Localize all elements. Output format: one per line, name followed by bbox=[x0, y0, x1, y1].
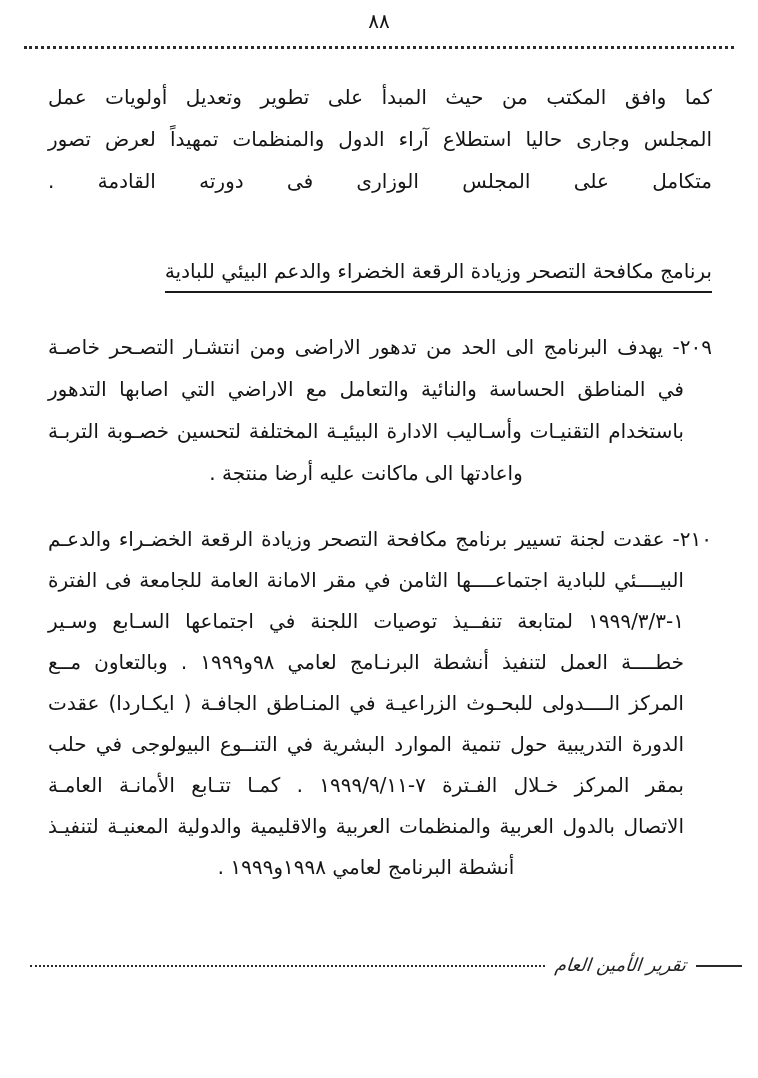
paragraph-intro bbox=[48, 76, 712, 202]
text-line: المجلس وجارى حاليا استطلاع آراء الدول والمنظمات تمهيداً لعرض تصور bbox=[48, 127, 712, 151]
text-line: الاتصال بالدول العربية والمنظمات العربية والاقليمية والدولية المعنيـة لتنفيـذ bbox=[48, 814, 684, 838]
section-heading: برنامج مكافحة التصحر وزيادة الرقعة الخضراء والدعم البيئي للبادية bbox=[165, 258, 712, 293]
text-line: أنشطة البرنامج لعامي ١٩٩٨و١٩٩٩ . bbox=[217, 855, 515, 879]
top-divider-rule bbox=[24, 46, 734, 49]
secretary-general-report-signature: تقرير الأمين العام bbox=[553, 955, 688, 976]
text-line: خطــــة العمل لتنفيذ أنشطة البرنـامج لعامي ٩٨و١٩٩٩ . وبالتعاون مــع bbox=[48, 650, 684, 674]
text-line: المركز الــــدولى للبحـوث الزراعيـة في المنـاطق الجافـة ( ايكـاردا) عقدت bbox=[48, 691, 684, 715]
text-line: باستخدام التقنيـات وأسـاليب الادارة البيئيـة المختلفة لتحسين خصـوبة التربـة bbox=[48, 419, 684, 443]
text-line: ٢٠٩- يهدف البرنامج الى الحد من تدهور الاراضى ومن انتشـار التصـحر خاصـة bbox=[48, 335, 712, 359]
footer-dash-right bbox=[696, 965, 742, 967]
page-footer bbox=[0, 955, 758, 976]
text-line: في المناطق الحساسة والنائية والتعامل مع الاراضي التي اصابها التدهور bbox=[48, 377, 684, 401]
text-line: بمقر المركز خـلال الفـترة ٧-١٩٩٩/٩/١١ . كمـا تتـابع الأمانـة العامـة bbox=[48, 773, 684, 797]
document-body bbox=[0, 76, 758, 888]
text-line: كما وافق المكتب من حيث المبدأ على تطوير وتعديل أولويات عمل bbox=[48, 85, 712, 109]
paragraph-210 bbox=[48, 519, 712, 888]
text-line: متكامل على المجلس الوزارى فى دورته القادمة . bbox=[48, 169, 712, 193]
text-line: الدورة التدريبية حول تنمية الموارد البشرية في التنــوع البيولوجى في حلب bbox=[48, 732, 684, 756]
footer-dotted-rule bbox=[30, 965, 545, 967]
text-line: البيــــئي للبادية اجتماعــــها الثامن في مقر الامانة العامة للجامعة فى الفترة bbox=[48, 568, 684, 592]
page-number: ٨٨ bbox=[368, 9, 390, 33]
text-line: ١-١٩٩٩/٣/٣ لمتابعة تنفــيذ توصيات اللجنة في اجتماعها السـابع وسـير bbox=[48, 609, 684, 633]
text-line: ٢١٠- عقدت لجنة تسيير برنامج مكافحة التصحر وزيادة الرقعة الخضـراء والدعـم bbox=[48, 527, 712, 551]
paragraph-209 bbox=[48, 326, 712, 494]
text-line: واعادتها الى ماكانت عليه أرضا منتجة . bbox=[209, 461, 523, 485]
section-heading-row bbox=[48, 258, 712, 293]
